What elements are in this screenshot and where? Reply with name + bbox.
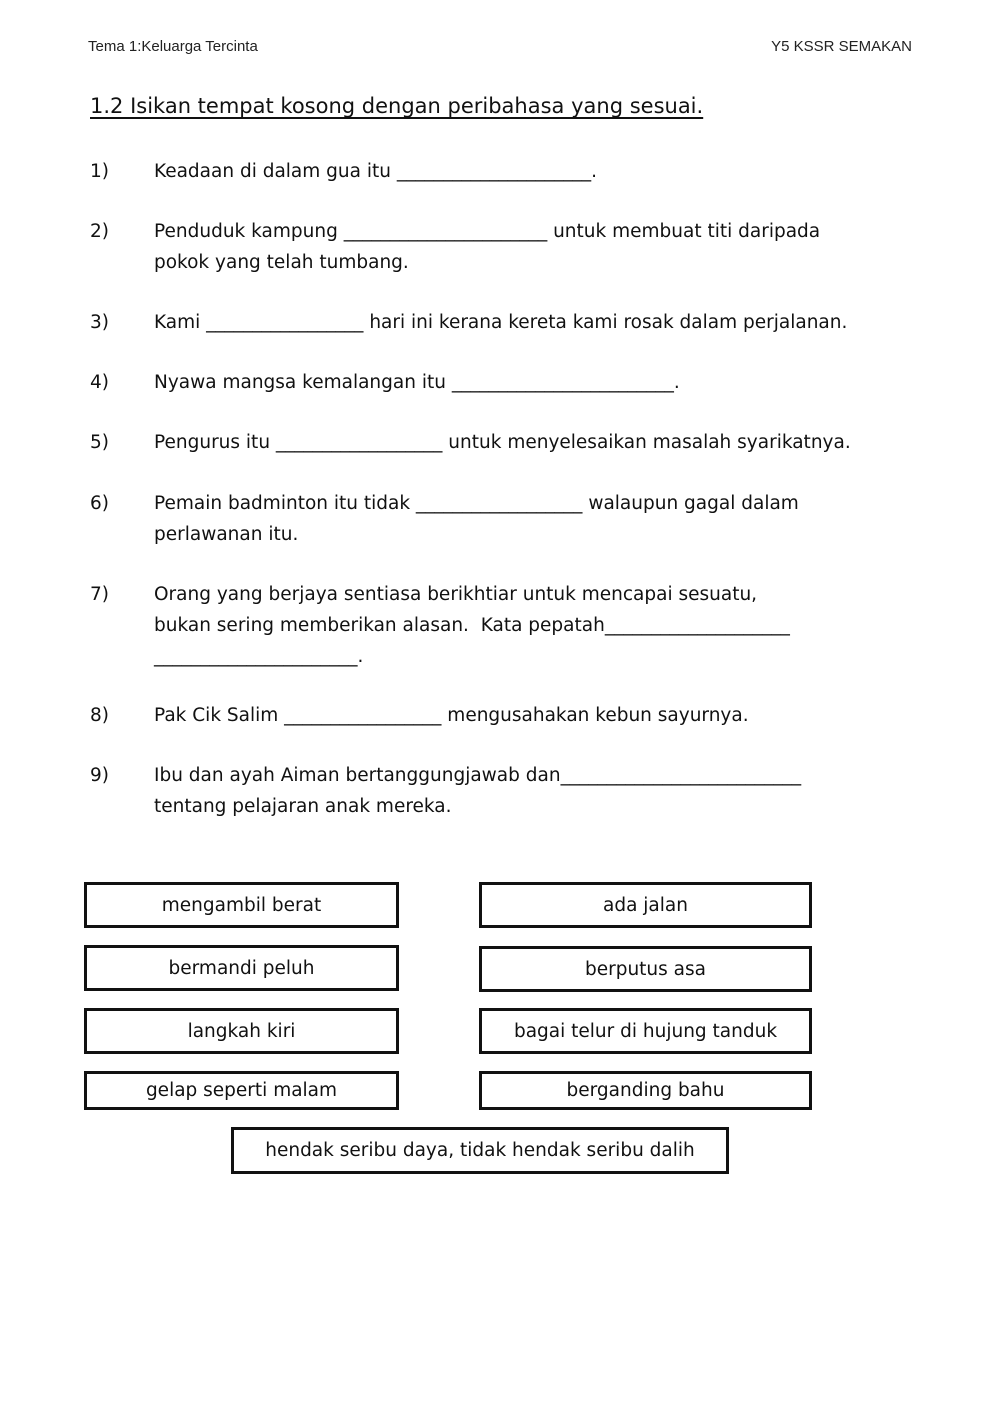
question-number: 1) bbox=[90, 161, 109, 182]
question-text-line: Pemain badminton itu tidak __________________ walaupun gagal dalam bbox=[154, 493, 799, 514]
answer-box-berputus-asa[interactable]: berputus asa bbox=[479, 946, 812, 992]
answer-box-gelap-seperti-malam[interactable]: gelap seperti malam bbox=[84, 1071, 399, 1110]
question-text-line: Pengurus itu __________________ untuk menyelesaikan masalah syarikatnya. bbox=[154, 432, 851, 453]
question-number: 2) bbox=[90, 221, 109, 242]
question-text-line: Ibu dan ayah Aiman bertanggungjawab dan__________________________ bbox=[154, 765, 802, 786]
header-topic: Tema 1:Keluarga Tercinta bbox=[88, 38, 258, 55]
answer-box-bagai-telur-di-hujung-tanduk[interactable]: bagai telur di hujung tanduk bbox=[479, 1008, 812, 1054]
question-text-line: bukan sering memberikan alasan. Kata pepatah____________________ bbox=[154, 615, 790, 636]
question-number: 3) bbox=[90, 312, 109, 333]
question-number: 9) bbox=[90, 765, 109, 786]
page-title: 1.2 Isikan tempat kosong dengan peribahasa yang sesuai. bbox=[90, 94, 704, 118]
answer-box-hendak-seribu-daya[interactable]: hendak seribu daya, tidak hendak seribu dalih bbox=[231, 1127, 729, 1174]
header-level: Y5 KSSR SEMAKAN bbox=[771, 38, 912, 55]
question-text-line: Penduduk kampung ______________________ untuk membuat titi daripada bbox=[154, 221, 821, 242]
question-text-line: Orang yang berjaya sentiasa berikhtiar untuk mencapai sesuatu, bbox=[154, 584, 758, 605]
answer-box-bermandi-peluh[interactable]: bermandi peluh bbox=[84, 945, 399, 991]
question-text-line: perlawanan itu. bbox=[154, 524, 299, 545]
question-number: 6) bbox=[90, 493, 109, 514]
question-number: 7) bbox=[90, 584, 109, 605]
question-number: 8) bbox=[90, 705, 109, 726]
question-text-line: tentang pelajaran anak mereka. bbox=[154, 796, 452, 817]
question-text-line: pokok yang telah tumbang. bbox=[154, 252, 409, 273]
question-text-line: Nyawa mangsa kemalangan itu ________________________. bbox=[154, 372, 680, 393]
answer-box-mengambil-berat[interactable]: mengambil berat bbox=[84, 882, 399, 928]
answer-box-ada-jalan[interactable]: ada jalan bbox=[479, 882, 812, 928]
question-number: 4) bbox=[90, 372, 109, 393]
answer-box-langkah-kiri[interactable]: langkah kiri bbox=[84, 1008, 399, 1054]
question-text-line: Pak Cik Salim _________________ mengusahakan kebun sayurnya. bbox=[154, 705, 749, 726]
question-number: 5) bbox=[90, 432, 109, 453]
answer-box-berganding-bahu[interactable]: berganding bahu bbox=[479, 1071, 812, 1110]
question-text-line: ______________________. bbox=[154, 646, 364, 667]
question-text-line: Kami _________________ hari ini kerana kereta kami rosak dalam perjalanan. bbox=[154, 312, 848, 333]
question-text-line: Keadaan di dalam gua itu _____________________. bbox=[154, 161, 597, 182]
